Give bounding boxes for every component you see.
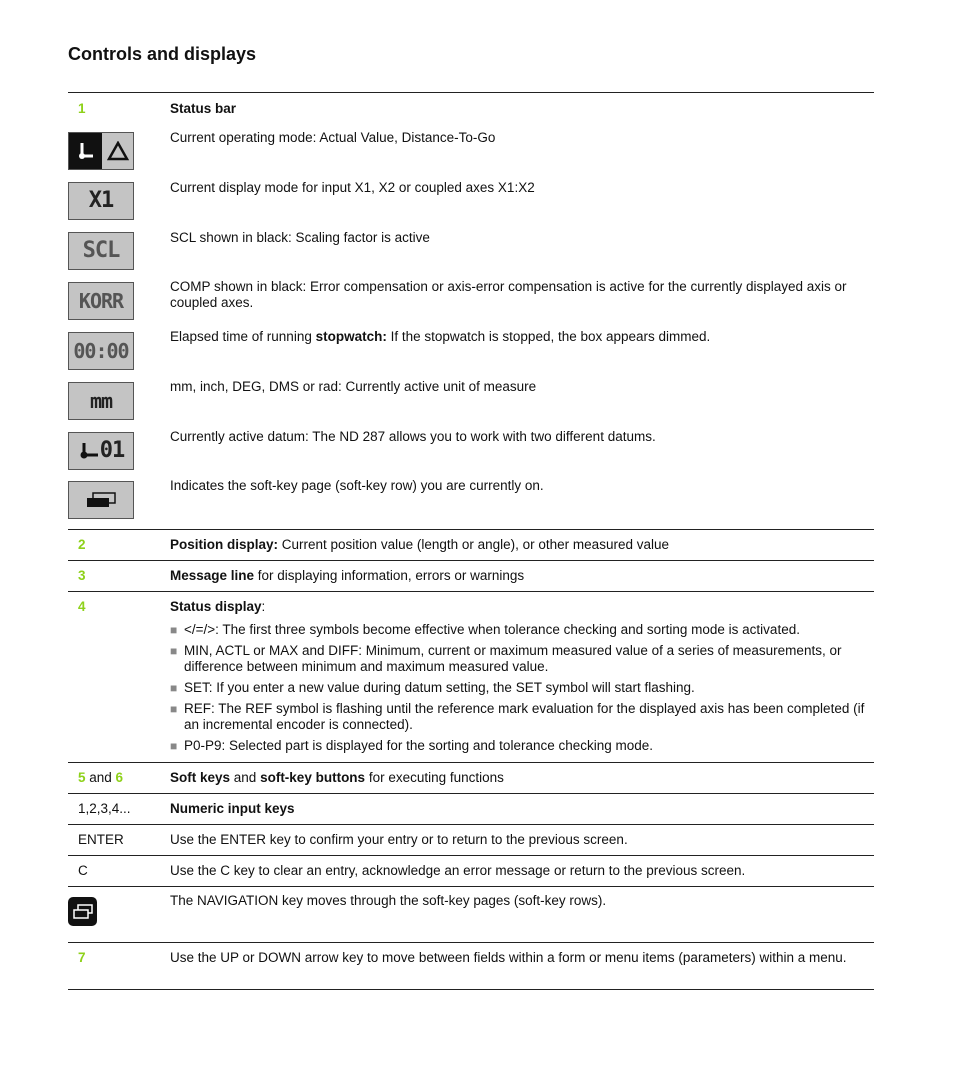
unit-icon: mm bbox=[68, 382, 134, 420]
stopwatch-icon: 00:00 bbox=[68, 332, 134, 370]
desc-stopwatch: Elapsed time of running stopwatch: If the stopwatch is stopped, the box appears dimmed. bbox=[170, 329, 711, 344]
soft-key-page-icon bbox=[68, 481, 134, 519]
scaling-icon: SCL bbox=[68, 232, 134, 270]
desc-compensation: COMP shown in black: Error compensation or axis-error compensation is active for the currently displayed axis or coupled axes. bbox=[170, 279, 847, 310]
desc-soft-key-page: Indicates the soft-key page (soft-key row) you are currently on. bbox=[170, 478, 544, 493]
desc-datum: Currently active datum: The ND 287 allows you to work with two different datums. bbox=[170, 429, 656, 444]
actual-distance-mode-icon bbox=[68, 132, 134, 170]
list-item: ■ SET: If you enter a new value during datum setting, the SET symbol will start flashing. bbox=[170, 680, 695, 695]
datum-symbol-icon bbox=[78, 441, 100, 461]
row-heading: Status bar bbox=[170, 101, 237, 116]
desc-display-mode: Current display mode for input X1, X2 or coupled axes X1:X2 bbox=[170, 180, 535, 195]
desc-unit: mm, inch, DEG, DMS or rad: Currently active unit of measure bbox=[170, 379, 537, 394]
status-display-row: 4 Status display: ■ </=/>: The first three symbols become effective when tolerance checking and sorting mode is activated. ■ MIN, ACTL or MAX and DIFF: Minimum, current or maximum measured value of a series of measurements, or difference between minimum and maximum measured value. ■ SET: If you enter a new value during datum setting, the SET symbol will start flashing. ■ REF: The REF symbol is flashing until the reference mark evaluation for the displayed axis has been completed (if an incremental encoder is connected). ■ P0-P9: Selected part is displayed for the sorting and tolerance checking mode. bbox=[68, 592, 874, 763]
list-item: ■ </=/>: The first three symbols become effective when tolerance checking and sorting mode is activated. bbox=[170, 622, 800, 637]
controls-table bbox=[68, 92, 874, 990]
list-item: ■ REF: The REF symbol is flashing until the reference mark evaluation for the displayed axis has been completed (if an incremental encoder is connected). bbox=[170, 701, 865, 732]
numeric-keys-row: 1,2,3,4... Numeric input keys bbox=[68, 794, 874, 825]
list-item: ■ MIN, ACTL or MAX and DIFF: Minimum, current or maximum measured value of a series of measurements, or difference between minimum and maximum measured value. bbox=[170, 643, 842, 674]
navigation-key-row: The NAVIGATION key moves through the soft-key pages (soft-key rows). bbox=[68, 887, 874, 943]
message-line-row: 3 Message line for displaying information, errors or warnings bbox=[68, 561, 874, 592]
list-item: ■ P0-P9: Selected part is displayed for the sorting and tolerance checking mode. bbox=[170, 738, 654, 753]
page-title: Controls and displays bbox=[68, 44, 257, 64]
row-number: 1 bbox=[78, 101, 86, 116]
soft-keys-row: 5 and 6 Soft keys and soft-key buttons for executing functions bbox=[68, 763, 874, 794]
enter-key-row: ENTER Use the ENTER key to confirm your entry or to return to the previous screen. bbox=[68, 825, 874, 856]
desc-scaling: SCL shown in black: Scaling factor is active bbox=[170, 230, 430, 245]
navigation-key-icon bbox=[68, 897, 97, 926]
status-bar-row bbox=[68, 93, 874, 530]
c-key-row: C Use the C key to clear an entry, acknowledge an error message or return to the previous screen. bbox=[68, 856, 874, 887]
arrow-keys-row: 7 Use the UP or DOWN arrow key to move between fields within a form or menu items (parameters) within a menu. bbox=[68, 943, 874, 990]
display-mode-icon: X1 bbox=[68, 182, 134, 220]
desc-operating-mode: Current operating mode: Actual Value, Distance-To-Go bbox=[170, 130, 496, 145]
position-display-row: 2 Position display: Current position value (length or angle), or other measured value bbox=[68, 530, 874, 561]
datum-icon: 01 bbox=[68, 432, 134, 470]
compensation-icon: KORR bbox=[68, 282, 134, 320]
